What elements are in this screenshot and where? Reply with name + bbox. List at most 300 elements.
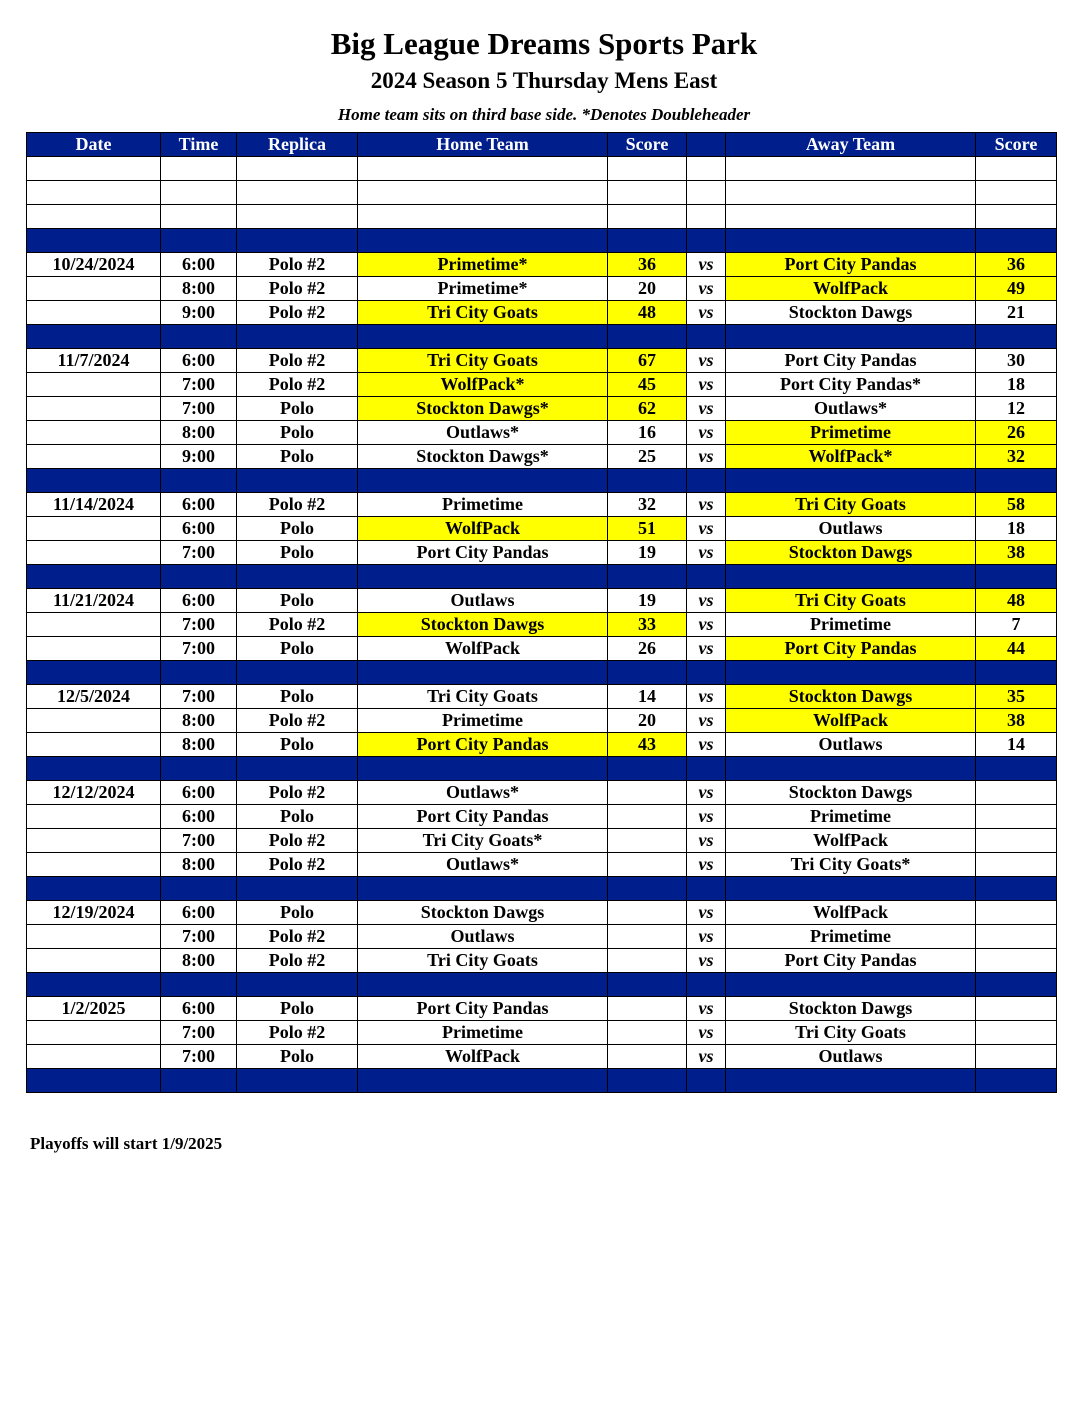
date-cell bbox=[27, 445, 161, 469]
away-score-cell: 32 bbox=[976, 445, 1057, 469]
away-team-cell: Stockton Dawgs bbox=[726, 685, 976, 709]
time-cell: 8:00 bbox=[161, 853, 237, 877]
vs-cell: vs bbox=[687, 1045, 726, 1069]
table-row bbox=[27, 685, 1057, 709]
home-score-cell bbox=[608, 829, 687, 853]
replica-cell: Polo #2 bbox=[237, 781, 358, 805]
away-score-cell bbox=[976, 829, 1057, 853]
away-score-cell bbox=[976, 1069, 1057, 1093]
home-score-cell: 67 bbox=[608, 349, 687, 373]
home-team-cell: Primetime bbox=[358, 1021, 608, 1045]
replica-cell bbox=[237, 205, 358, 229]
vs-cell: vs bbox=[687, 1021, 726, 1045]
home-team-cell bbox=[358, 325, 608, 349]
schedule-body bbox=[27, 157, 1057, 1093]
date-cell bbox=[27, 1021, 161, 1045]
time-cell: 7:00 bbox=[161, 925, 237, 949]
date-cell bbox=[27, 829, 161, 853]
separator-row bbox=[27, 1069, 1057, 1093]
date-cell bbox=[27, 877, 161, 901]
date-cell: 12/5/2024 bbox=[27, 685, 161, 709]
time-cell: 6:00 bbox=[161, 493, 237, 517]
away-score-cell: 44 bbox=[976, 637, 1057, 661]
home-score-cell bbox=[608, 205, 687, 229]
home-score-cell: 16 bbox=[608, 421, 687, 445]
away-score-cell bbox=[976, 853, 1057, 877]
time-cell: 8:00 bbox=[161, 709, 237, 733]
col-header-away-score: Score bbox=[976, 133, 1057, 157]
table-row bbox=[27, 349, 1057, 373]
home-score-cell: 19 bbox=[608, 589, 687, 613]
time-cell: 8:00 bbox=[161, 733, 237, 757]
date-cell bbox=[27, 205, 161, 229]
date-cell bbox=[27, 949, 161, 973]
away-score-cell bbox=[976, 229, 1057, 253]
away-team-cell bbox=[726, 1069, 976, 1093]
date-cell bbox=[27, 325, 161, 349]
home-score-cell bbox=[608, 925, 687, 949]
away-score-cell: 30 bbox=[976, 349, 1057, 373]
vs-cell: vs bbox=[687, 685, 726, 709]
time-cell: 7:00 bbox=[161, 373, 237, 397]
replica-cell bbox=[237, 469, 358, 493]
vs-cell: vs bbox=[687, 373, 726, 397]
home-team-cell: Outlaws* bbox=[358, 781, 608, 805]
table-row bbox=[27, 709, 1057, 733]
date-cell bbox=[27, 469, 161, 493]
home-team-cell bbox=[358, 469, 608, 493]
date-cell bbox=[27, 637, 161, 661]
table-row bbox=[27, 853, 1057, 877]
home-team-cell: WolfPack bbox=[358, 1045, 608, 1069]
away-team-cell: Stockton Dawgs bbox=[726, 541, 976, 565]
vs-cell bbox=[687, 205, 726, 229]
date-cell bbox=[27, 709, 161, 733]
table-row bbox=[27, 829, 1057, 853]
date-cell bbox=[27, 661, 161, 685]
home-team-cell: Outlaws* bbox=[358, 853, 608, 877]
table-row bbox=[27, 733, 1057, 757]
blank-row bbox=[27, 181, 1057, 205]
away-team-cell bbox=[726, 325, 976, 349]
home-score-cell bbox=[608, 973, 687, 997]
home-team-cell: Port City Pandas bbox=[358, 733, 608, 757]
away-team-cell: WolfPack bbox=[726, 829, 976, 853]
date-cell bbox=[27, 733, 161, 757]
vs-cell bbox=[687, 565, 726, 589]
home-team-cell bbox=[358, 157, 608, 181]
away-team-cell: Primetime bbox=[726, 613, 976, 637]
vs-cell bbox=[687, 157, 726, 181]
away-team-cell bbox=[726, 205, 976, 229]
home-score-cell bbox=[608, 1021, 687, 1045]
home-score-cell bbox=[608, 997, 687, 1021]
replica-cell bbox=[237, 181, 358, 205]
away-score-cell bbox=[976, 973, 1057, 997]
vs-cell: vs bbox=[687, 709, 726, 733]
replica-cell: Polo bbox=[237, 541, 358, 565]
away-score-cell bbox=[976, 661, 1057, 685]
home-score-cell: 26 bbox=[608, 637, 687, 661]
table-row bbox=[27, 613, 1057, 637]
replica-cell bbox=[237, 325, 358, 349]
home-team-cell bbox=[358, 1069, 608, 1093]
time-cell bbox=[161, 157, 237, 181]
date-cell bbox=[27, 277, 161, 301]
table-row bbox=[27, 277, 1057, 301]
home-team-cell: Tri City Goats bbox=[358, 349, 608, 373]
time-cell: 9:00 bbox=[161, 445, 237, 469]
col-header-home-score: Score bbox=[608, 133, 687, 157]
away-team-cell: Tri City Goats* bbox=[726, 853, 976, 877]
away-score-cell: 36 bbox=[976, 253, 1057, 277]
away-score-cell bbox=[976, 805, 1057, 829]
home-score-cell: 14 bbox=[608, 685, 687, 709]
replica-cell: Polo #2 bbox=[237, 709, 358, 733]
col-header-date: Date bbox=[27, 133, 161, 157]
vs-cell bbox=[687, 757, 726, 781]
time-cell: 7:00 bbox=[161, 1045, 237, 1069]
home-score-cell bbox=[608, 565, 687, 589]
away-team-cell: Outlaws bbox=[726, 1045, 976, 1069]
replica-cell: Polo bbox=[237, 589, 358, 613]
away-score-cell bbox=[976, 1021, 1057, 1045]
home-score-cell: 32 bbox=[608, 493, 687, 517]
home-team-cell: Tri City Goats* bbox=[358, 829, 608, 853]
replica-cell: Polo #2 bbox=[237, 349, 358, 373]
date-cell bbox=[27, 373, 161, 397]
away-score-cell bbox=[976, 181, 1057, 205]
time-cell: 6:00 bbox=[161, 901, 237, 925]
time-cell: 9:00 bbox=[161, 301, 237, 325]
home-score-cell bbox=[608, 949, 687, 973]
away-score-cell: 48 bbox=[976, 589, 1057, 613]
home-team-cell bbox=[358, 661, 608, 685]
date-cell: 1/2/2025 bbox=[27, 997, 161, 1021]
col-header-replica: Replica bbox=[237, 133, 358, 157]
home-score-cell: 51 bbox=[608, 517, 687, 541]
home-score-cell bbox=[608, 229, 687, 253]
away-team-cell: Primetime bbox=[726, 421, 976, 445]
home-score-cell: 45 bbox=[608, 373, 687, 397]
date-cell bbox=[27, 757, 161, 781]
away-team-cell bbox=[726, 973, 976, 997]
vs-cell bbox=[687, 1069, 726, 1093]
vs-cell: vs bbox=[687, 541, 726, 565]
home-team-cell bbox=[358, 181, 608, 205]
date-cell bbox=[27, 565, 161, 589]
blank-row bbox=[27, 205, 1057, 229]
away-score-cell bbox=[976, 925, 1057, 949]
table-header-row bbox=[27, 133, 1057, 157]
table-row bbox=[27, 541, 1057, 565]
away-team-cell bbox=[726, 469, 976, 493]
away-team-cell: Tri City Goats bbox=[726, 589, 976, 613]
away-team-cell: WolfPack bbox=[726, 901, 976, 925]
away-team-cell: WolfPack* bbox=[726, 445, 976, 469]
home-score-cell bbox=[608, 781, 687, 805]
time-cell: 6:00 bbox=[161, 517, 237, 541]
page-subtitle: 2024 Season 5 Thursday Mens East bbox=[370, 68, 718, 93]
blank-row bbox=[27, 157, 1057, 181]
date-cell: 11/14/2024 bbox=[27, 493, 161, 517]
date-cell: 12/12/2024 bbox=[27, 781, 161, 805]
time-cell bbox=[161, 325, 237, 349]
away-score-cell: 12 bbox=[976, 397, 1057, 421]
home-score-cell: 62 bbox=[608, 397, 687, 421]
away-score-cell: 18 bbox=[976, 517, 1057, 541]
date-cell bbox=[27, 973, 161, 997]
table-row bbox=[27, 781, 1057, 805]
home-score-cell bbox=[608, 853, 687, 877]
time-cell: 8:00 bbox=[161, 949, 237, 973]
vs-cell bbox=[687, 181, 726, 205]
time-cell: 6:00 bbox=[161, 253, 237, 277]
home-score-cell: 19 bbox=[608, 541, 687, 565]
table-row bbox=[27, 901, 1057, 925]
date-cell bbox=[27, 157, 161, 181]
vs-cell bbox=[687, 469, 726, 493]
replica-cell: Polo #2 bbox=[237, 949, 358, 973]
replica-cell: Polo #2 bbox=[237, 829, 358, 853]
vs-cell: vs bbox=[687, 925, 726, 949]
home-team-cell: WolfPack bbox=[358, 637, 608, 661]
home-score-cell bbox=[608, 901, 687, 925]
home-team-cell: Primetime bbox=[358, 493, 608, 517]
away-team-cell: Stockton Dawgs bbox=[726, 301, 976, 325]
vs-cell: vs bbox=[687, 805, 726, 829]
home-score-cell bbox=[608, 1069, 687, 1093]
table-row bbox=[27, 589, 1057, 613]
replica-cell: Polo bbox=[237, 1045, 358, 1069]
time-cell: 6:00 bbox=[161, 589, 237, 613]
time-cell: 7:00 bbox=[161, 637, 237, 661]
away-score-cell: 58 bbox=[976, 493, 1057, 517]
home-team-cell: Outlaws bbox=[358, 589, 608, 613]
time-cell bbox=[161, 757, 237, 781]
separator-row bbox=[27, 661, 1057, 685]
home-team-cell bbox=[358, 877, 608, 901]
away-team-cell: Port City Pandas* bbox=[726, 373, 976, 397]
replica-cell: Polo bbox=[237, 421, 358, 445]
time-cell bbox=[161, 469, 237, 493]
vs-cell: vs bbox=[687, 589, 726, 613]
time-cell: 7:00 bbox=[161, 613, 237, 637]
away-team-cell: Tri City Goats bbox=[726, 1021, 976, 1045]
replica-cell: Polo bbox=[237, 685, 358, 709]
home-team-cell: Port City Pandas bbox=[358, 997, 608, 1021]
table-row bbox=[27, 517, 1057, 541]
replica-cell: Polo bbox=[237, 637, 358, 661]
home-score-cell bbox=[608, 661, 687, 685]
away-score-cell bbox=[976, 877, 1057, 901]
away-team-cell: Outlaws bbox=[726, 517, 976, 541]
table-row bbox=[27, 637, 1057, 661]
home-team-cell: Primetime* bbox=[358, 277, 608, 301]
date-cell bbox=[27, 805, 161, 829]
date-cell bbox=[27, 517, 161, 541]
home-score-cell bbox=[608, 181, 687, 205]
home-score-cell bbox=[608, 805, 687, 829]
date-cell: 12/19/2024 bbox=[27, 901, 161, 925]
vs-cell: vs bbox=[687, 421, 726, 445]
vs-cell: vs bbox=[687, 733, 726, 757]
home-team-cell: Stockton Dawgs* bbox=[358, 397, 608, 421]
table-row bbox=[27, 805, 1057, 829]
time-cell bbox=[161, 877, 237, 901]
home-score-cell: 20 bbox=[608, 709, 687, 733]
away-score-cell bbox=[976, 1045, 1057, 1069]
time-cell: 6:00 bbox=[161, 349, 237, 373]
away-team-cell bbox=[726, 565, 976, 589]
time-cell: 6:00 bbox=[161, 997, 237, 1021]
date-cell bbox=[27, 397, 161, 421]
away-team-cell bbox=[726, 877, 976, 901]
home-score-cell: 20 bbox=[608, 277, 687, 301]
page-title: Big League Dreams Sports Park bbox=[330, 26, 758, 61]
separator-row bbox=[27, 877, 1057, 901]
away-team-cell: Stockton Dawgs bbox=[726, 781, 976, 805]
home-team-cell bbox=[358, 205, 608, 229]
replica-cell: Polo #2 bbox=[237, 1021, 358, 1045]
time-cell: 8:00 bbox=[161, 421, 237, 445]
away-score-cell: 26 bbox=[976, 421, 1057, 445]
time-cell: 7:00 bbox=[161, 685, 237, 709]
table-row bbox=[27, 925, 1057, 949]
col-header-home-team: Home Team bbox=[358, 133, 608, 157]
vs-cell: vs bbox=[687, 277, 726, 301]
away-team-cell: WolfPack bbox=[726, 709, 976, 733]
away-score-cell bbox=[976, 469, 1057, 493]
away-team-cell: Port City Pandas bbox=[726, 637, 976, 661]
away-score-cell bbox=[976, 157, 1057, 181]
separator-row bbox=[27, 469, 1057, 493]
date-cell: 11/21/2024 bbox=[27, 589, 161, 613]
replica-cell bbox=[237, 229, 358, 253]
home-score-cell bbox=[608, 1045, 687, 1069]
date-cell bbox=[27, 421, 161, 445]
home-score-cell bbox=[608, 157, 687, 181]
vs-cell: vs bbox=[687, 349, 726, 373]
time-cell: 7:00 bbox=[161, 829, 237, 853]
home-team-cell: Tri City Goats bbox=[358, 685, 608, 709]
vs-cell: vs bbox=[687, 829, 726, 853]
table-row bbox=[27, 253, 1057, 277]
date-cell: 10/24/2024 bbox=[27, 253, 161, 277]
table-row bbox=[27, 1045, 1057, 1069]
separator-row bbox=[27, 565, 1057, 589]
away-score-cell: 49 bbox=[976, 277, 1057, 301]
away-score-cell bbox=[976, 949, 1057, 973]
vs-cell bbox=[687, 229, 726, 253]
table-row bbox=[27, 949, 1057, 973]
replica-cell: Polo #2 bbox=[237, 853, 358, 877]
away-team-cell: Port City Pandas bbox=[726, 949, 976, 973]
home-team-cell: Outlaws* bbox=[358, 421, 608, 445]
vs-cell: vs bbox=[687, 853, 726, 877]
time-cell: 7:00 bbox=[161, 1021, 237, 1045]
away-score-cell bbox=[976, 997, 1057, 1021]
away-team-cell: Port City Pandas bbox=[726, 253, 976, 277]
replica-cell bbox=[237, 757, 358, 781]
home-team-cell bbox=[358, 757, 608, 781]
away-score-cell bbox=[976, 901, 1057, 925]
away-team-cell bbox=[726, 181, 976, 205]
time-cell: 7:00 bbox=[161, 397, 237, 421]
home-team-cell: Stockton Dawgs bbox=[358, 613, 608, 637]
away-score-cell: 38 bbox=[976, 709, 1057, 733]
vs-cell: vs bbox=[687, 253, 726, 277]
time-cell: 6:00 bbox=[161, 781, 237, 805]
date-cell bbox=[27, 613, 161, 637]
away-team-cell: Outlaws bbox=[726, 733, 976, 757]
replica-cell: Polo bbox=[237, 997, 358, 1021]
home-score-cell: 25 bbox=[608, 445, 687, 469]
replica-cell bbox=[237, 565, 358, 589]
home-team-cell: Port City Pandas bbox=[358, 541, 608, 565]
separator-row bbox=[27, 229, 1057, 253]
away-team-cell: Primetime bbox=[726, 925, 976, 949]
playoffs-note: Playoffs will start 1/9/2025 bbox=[30, 1134, 223, 1153]
replica-cell: Polo #2 bbox=[237, 253, 358, 277]
home-team-cell: Tri City Goats bbox=[358, 949, 608, 973]
table-row bbox=[27, 373, 1057, 397]
vs-cell bbox=[687, 973, 726, 997]
away-score-cell bbox=[976, 205, 1057, 229]
vs-cell: vs bbox=[687, 397, 726, 421]
home-team-cell: Stockton Dawgs bbox=[358, 901, 608, 925]
separator-row bbox=[27, 757, 1057, 781]
away-team-cell: Outlaws* bbox=[726, 397, 976, 421]
replica-cell: Polo #2 bbox=[237, 925, 358, 949]
date-cell bbox=[27, 541, 161, 565]
vs-cell: vs bbox=[687, 997, 726, 1021]
date-cell bbox=[27, 1069, 161, 1093]
col-header-away-team: Away Team bbox=[726, 133, 976, 157]
away-team-cell: Tri City Goats bbox=[726, 493, 976, 517]
replica-cell: Polo bbox=[237, 901, 358, 925]
away-team-cell bbox=[726, 229, 976, 253]
table-row bbox=[27, 301, 1057, 325]
time-cell bbox=[161, 181, 237, 205]
date-cell bbox=[27, 301, 161, 325]
away-score-cell bbox=[976, 781, 1057, 805]
home-team-cell: Tri City Goats bbox=[358, 301, 608, 325]
away-team-cell bbox=[726, 661, 976, 685]
time-cell bbox=[161, 973, 237, 997]
date-cell bbox=[27, 853, 161, 877]
home-score-cell bbox=[608, 325, 687, 349]
replica-cell bbox=[237, 1069, 358, 1093]
time-cell bbox=[161, 661, 237, 685]
home-team-cell bbox=[358, 973, 608, 997]
away-score-cell bbox=[976, 325, 1057, 349]
home-score-cell bbox=[608, 757, 687, 781]
col-header-time: Time bbox=[161, 133, 237, 157]
replica-cell: Polo bbox=[237, 445, 358, 469]
table-row bbox=[27, 421, 1057, 445]
schedule-note: Home team sits on third base side. *Denotes Doubleheader bbox=[337, 105, 751, 124]
home-team-cell: Primetime bbox=[358, 709, 608, 733]
schedule-table bbox=[26, 132, 1057, 1093]
date-cell: 11/7/2024 bbox=[27, 349, 161, 373]
home-score-cell: 36 bbox=[608, 253, 687, 277]
time-cell bbox=[161, 229, 237, 253]
home-team-cell: WolfPack bbox=[358, 517, 608, 541]
away-team-cell: Port City Pandas bbox=[726, 349, 976, 373]
replica-cell: Polo #2 bbox=[237, 493, 358, 517]
time-cell bbox=[161, 565, 237, 589]
